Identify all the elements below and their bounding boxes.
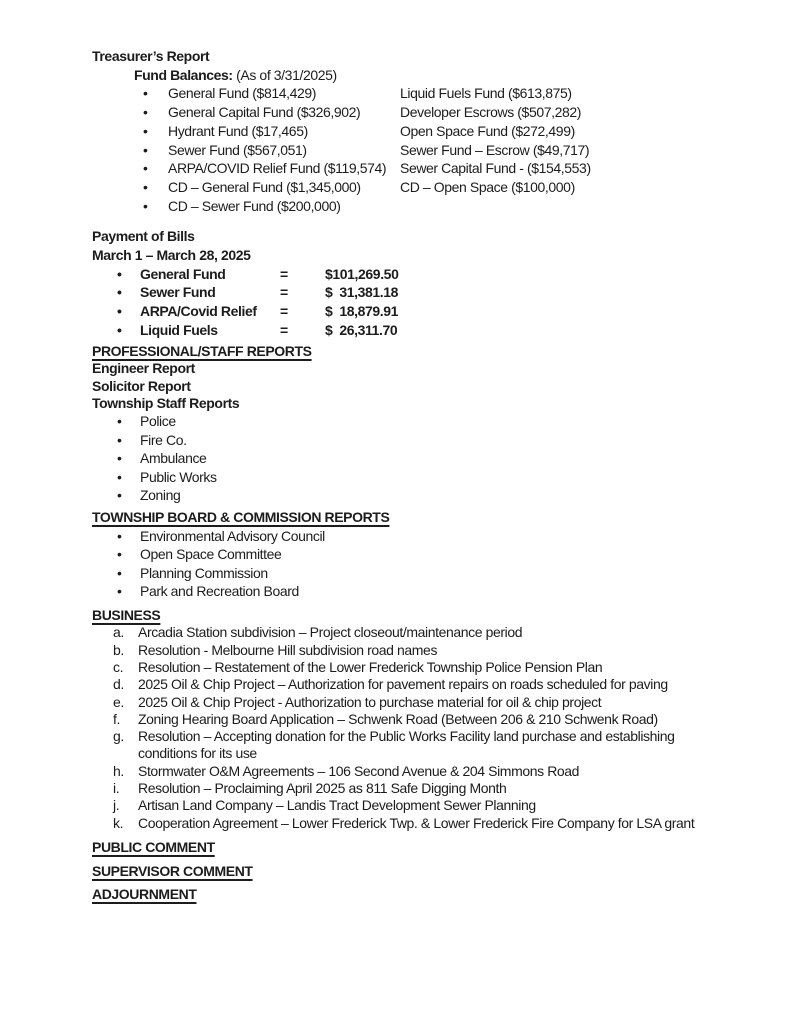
bullet-icon: • [117, 431, 122, 448]
business-item [113, 659, 703, 676]
item-letter: f. [113, 710, 120, 727]
bullet-icon: • [117, 265, 122, 282]
business-item [113, 763, 703, 780]
professional-staff-reports-title: PROFESSIONAL/STAFF REPORTS [92, 342, 312, 359]
solicitor-report-heading: Solicitor Report [92, 377, 191, 394]
closing-section [92, 838, 703, 904]
fund-balance-row [143, 103, 703, 122]
item-letter: d. [113, 676, 124, 693]
fund-left: General Fund ($814,429) [168, 85, 317, 102]
engineer-report-heading: Engineer Report [92, 360, 195, 377]
payment-row [117, 302, 703, 321]
business-item-text: Resolution – Restatement of the Lower Frederick Township Police Pension Plan [138, 658, 603, 675]
bullet-icon: • [143, 122, 148, 139]
bullet-icon: • [143, 197, 148, 214]
bullet-icon: • [117, 321, 122, 338]
staff-item-label: Fire Co. [140, 431, 187, 448]
business-item-text: Resolution – Proclaiming April 2025 as 811 Safe Digging Month [138, 780, 507, 797]
business-item-text: Stormwater O&M Agreements – 106 Second Avenue & 204 Simmons Road [138, 762, 580, 779]
business-item [113, 815, 703, 832]
business-item [113, 711, 703, 728]
bullet-icon: • [117, 583, 122, 600]
supervisor-comment-heading: SUPERVISOR COMMENT [92, 862, 253, 879]
payment-fund-label: General Fund [140, 265, 226, 282]
equals-sign: = [280, 265, 288, 282]
item-letter: c. [113, 658, 124, 675]
business-item [113, 676, 703, 693]
fund-balance-row [143, 159, 703, 178]
bullet-icon: • [117, 413, 122, 430]
bullet-icon: • [117, 487, 122, 504]
fund-balance-row [143, 178, 703, 197]
bullet-icon: • [117, 546, 122, 563]
board-item-label: Planning Commission [140, 564, 268, 581]
business-item-text: Resolution - Melbourne Hill subdivision road names [138, 641, 438, 658]
item-letter: a. [113, 624, 124, 641]
payment-amount: $101,269.50 [325, 265, 399, 282]
business-title: BUSINESS [92, 606, 161, 623]
payment-fund-label: Liquid Fuels [140, 321, 218, 338]
business-section [92, 606, 703, 832]
fund-right: Open Space Fund ($272,499) [400, 122, 575, 139]
fund-balance-row [143, 122, 703, 141]
board-report-item [117, 527, 703, 546]
bullet-icon: • [117, 284, 122, 301]
payment-amount: $ 18,879.91 [325, 303, 399, 320]
fund-left: Sewer Fund ($567,051) [168, 141, 307, 158]
fund-balances-asof: (As of 3/31/2025) [232, 66, 337, 83]
bullet-icon: • [143, 160, 148, 177]
payment-row [117, 283, 703, 302]
business-item [113, 797, 703, 814]
business-item [113, 642, 703, 659]
staff-item-label: Police [140, 413, 176, 430]
staff-item-label: Public Works [140, 468, 217, 485]
business-item [113, 728, 703, 763]
township-staff-reports-heading: Township Staff Reports [92, 395, 240, 412]
staff-item-label: Zoning [140, 487, 181, 504]
staff-report-item [117, 412, 703, 431]
business-item-text: Zoning Hearing Board Application – Schwenk Road (Between 206 & 210 Schwenk Road) [138, 710, 658, 727]
item-letter: b. [113, 641, 124, 658]
fund-balance-row [143, 84, 703, 103]
item-letter: h. [113, 762, 124, 779]
business-item [113, 624, 703, 641]
treasurers-report-title: Treasurer’s Report [92, 48, 210, 64]
bullet-icon: • [143, 178, 148, 195]
payment-row [117, 321, 703, 340]
business-item [113, 780, 703, 797]
board-report-item [117, 582, 703, 601]
staff-report-item [117, 449, 703, 468]
fund-balances-label: Fund Balances: [134, 66, 233, 83]
fund-balance-row [143, 197, 703, 216]
fund-left: CD – General Fund ($1,345,000) [168, 178, 361, 195]
fund-balance-row [143, 141, 703, 160]
business-item-text: Resolution – Accepting donation for the Public Works Facility land purchase and establishing conditions for its use [138, 728, 675, 762]
staff-report-item [117, 486, 703, 505]
fund-balances-line [134, 66, 703, 85]
bullet-icon: • [117, 450, 122, 467]
equals-sign: = [280, 303, 288, 320]
bullet-icon: • [117, 564, 122, 581]
fund-left: ARPA/COVID Relief Fund ($119,574) [168, 160, 387, 177]
bullet-icon: • [117, 303, 122, 320]
business-item [113, 694, 703, 711]
professional-staff-reports-section [92, 342, 703, 505]
fund-right: CD – Open Space ($100,000) [400, 178, 575, 195]
payment-fund-label: Sewer Fund [140, 284, 216, 301]
equals-sign: = [280, 321, 288, 338]
payment-date-range: March 1 – March 28, 2025 [92, 247, 251, 264]
payment-fund-label: ARPA/Covid Relief [140, 303, 257, 320]
fund-right [400, 197, 703, 216]
fund-right: Liquid Fuels Fund ($613,875) [400, 85, 572, 102]
equals-sign: = [280, 284, 288, 301]
item-letter: j. [113, 797, 120, 814]
business-item-text: Cooperation Agreement – Lower Frederick Twp. & Lower Frederick Fire Company for LSA grant [138, 814, 695, 831]
payment-amount: $ 26,311.70 [325, 321, 398, 338]
bullet-icon: • [117, 527, 122, 544]
board-report-item [117, 564, 703, 583]
fund-left: CD – Sewer Fund ($200,000) [168, 197, 341, 214]
payment-of-bills-title: Payment of Bills [92, 228, 195, 245]
item-letter: e. [113, 693, 124, 710]
business-item-text: 2025 Oil & Chip Project - Authorization to purchase material for oil & chip project [138, 693, 602, 710]
business-item-text: Artisan Land Company – Landis Tract Development Sewer Planning [138, 797, 536, 814]
board-item-label: Open Space Committee [140, 546, 282, 563]
bullet-icon: • [143, 104, 148, 121]
fund-right: Developer Escrows ($507,282) [400, 104, 582, 121]
board-report-item [117, 545, 703, 564]
staff-report-item [117, 468, 703, 487]
board-item-label: Environmental Advisory Council [140, 527, 325, 544]
board-commission-reports-title: TOWNSHIP BOARD & COMMISSION REPORTS [92, 508, 390, 525]
bullet-icon: • [143, 85, 148, 102]
payment-of-bills-section [92, 227, 703, 339]
business-item-text: 2025 Oil & Chip Project – Authorization for pavement repairs on roads scheduled for paving [138, 676, 668, 693]
public-comment-heading: PUBLIC COMMENT [92, 838, 215, 855]
treasurers-report-section [92, 47, 703, 215]
bullet-icon: • [143, 141, 148, 158]
fund-left: Hydrant Fund ($17,465) [168, 122, 308, 139]
fund-left: General Capital Fund ($326,902) [168, 104, 361, 121]
item-letter: i. [113, 780, 120, 797]
staff-report-item [117, 431, 703, 450]
board-commission-reports-section [92, 508, 703, 601]
payment-amount: $ 31,381.18 [325, 284, 399, 301]
staff-item-label: Ambulance [140, 450, 207, 467]
business-item-text: Arcadia Station subdivision – Project closeout/maintenance period [138, 624, 523, 641]
board-item-label: Park and Recreation Board [140, 583, 299, 600]
fund-right: Sewer Fund – Escrow ($49,717) [400, 141, 590, 158]
item-letter: g. [113, 728, 124, 745]
adjournment-heading: ADJOURNMENT [92, 886, 197, 903]
payment-row [117, 265, 703, 284]
bullet-icon: • [117, 468, 122, 485]
fund-right: Sewer Capital Fund - ($154,553) [400, 160, 591, 177]
item-letter: k. [113, 814, 124, 831]
